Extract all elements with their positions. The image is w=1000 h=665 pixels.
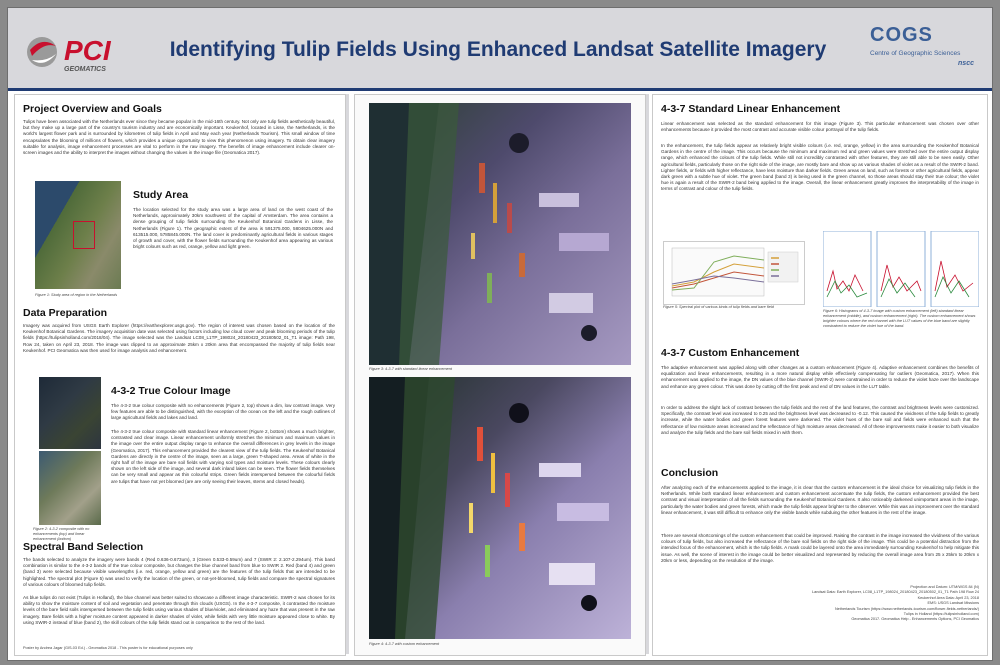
column-divider xyxy=(346,94,349,654)
svg-text:PCI: PCI xyxy=(64,35,111,66)
conclusion-heading: Conclusion xyxy=(661,467,719,479)
left-column xyxy=(14,94,346,656)
true-colour-linear-enhancement-image xyxy=(39,451,101,525)
study-area-text: The location selected for the study area was a large area of land on the west coast of the Netherlands, approximately 30km southwest of the capital of Amsterdam. The area contains a dense grouping of tulip fields surrounding the Keukenhof Botanical Gardens in Lisse, the Netherlands (Figure 1). The geographic extent of the area is 591375.000, 5804625.000N and 613515.000, 5785845.000N. The land cover is predominantly agricultural fields in various stages of growth and cover, with the flower fields surrounding the Keukenhof area appearing as various bright colours such as red, orange, yellow and light green. xyxy=(133,207,333,250)
spectral-band-text-2: As blue tulips do not exist (Tulips in Holland), the blue channel was better suited to showcase a different image characteristic. SWIR-2 was chosen for its ability to show the moisture content of soil and vegetation and penetrate through thin clouds (USGS). In the 4-3-7 composite, it contrasted the moisture levels of the bare field soils interspersed between the tulip fields using various shades of blue/violet, and eliminated any haze that was present in the raw imagery. Bare fields with a higher moisture content appeared in darker shades of violet, while fields with very little moisture appeared close to white. By using SWIR-2 instead of blue (band 2), the skill colours of the tulip fields stand out in comparison to the rest of the land. xyxy=(23,595,335,625)
cogs-logo xyxy=(870,24,980,80)
true-colour-heading: 4-3-2 True Colour Image xyxy=(111,385,231,397)
column-divider xyxy=(646,94,649,654)
true-colour-text-1: The 4-3-2 true colour composite with no enhancements (Figure 2, top) shows a dim, low contrast image. Very few features are able to be distinguished, with the exception of the ocean on the left and the rough outlines of large agricultural fields and lakes and land. xyxy=(111,403,335,421)
figure-5-caption: Figure 5: Spectral plot of various kinds of tulip fields and bare field xyxy=(663,305,774,309)
linear-enhancement-heading: 4-3-7 Standard Linear Enhancement xyxy=(661,103,841,115)
reference-item: Geomatica 2017. Geomatica Help - Enhancements Options, PCI Geomatics xyxy=(851,617,979,622)
figure-6-caption: Figure 6: Histograms of 4-3-7 image with custom enhancement (left) standard linear enhancement (middle), and custom enhancement (right). The custom enhancement shows brighter colours where the red channel with the LUT values of the blue band are slightly constrained to reduce the violet hue of the band. xyxy=(823,309,976,328)
spectral-band-heading: Spectral Band Selection xyxy=(23,541,144,553)
pci-geomatics-logo xyxy=(24,30,144,74)
poster-header xyxy=(8,8,992,91)
true-colour-text-2: The 4-3-2 true colour composite with standard linear enhancement (Figure 2, bottom) shows a much brighter, contrasted and clear image. Linear enhancement uniformly stretches the minimum and maximum values in the image over the entire output display range to enhance the overall differences in grey levels in the image (Geomatica, 2017). This enhancement provided the clearest view of the tulip fields. The Keukenhof Botanical Gardens are directly in the centre of the image, seen as a large, green T-shaped area. Areas of white in the right half of the image are bare soil fields with varying soil types and moisture levels. These colours clearly shown on the left side of the image, and several dark inland lakes can be seen. The flower fields themselves can be very small and appear as thin colourful strips. Green fields interspersed between the colourful fields are tulips that have not yet bloomed (are are only seeing their leaves, stems and closed heads). xyxy=(111,429,335,484)
cogs-logo-word: COGS xyxy=(870,24,933,46)
page-title: Identifying Tulip Fields Using Enhanced Landsat Satellite Imagery xyxy=(169,38,827,61)
figure-2-caption: Figure 2: 4-3-2 composite with no enhancements (top) and linear enhancement (bottom) xyxy=(33,527,90,541)
study-area-heading: Study Area xyxy=(133,189,189,201)
overview-text: Tulips have been associated with the Netherlands ever since they became popular in the mid-16th century. Not only are tulip fields aesthetically beautiful, but they make up a large part of the country's tourism industry and are economically important. Keukenhof, located in Lisse, the Netherlands, is the world's largest flower park and is surrounded by kilometres of tulip fields in April and May each year (Netherlands Tourism). This small window of time encapsulates the blooming of millions of flowers, which provides a unique opportunity to view this phenomenon using imagery. To obtain clear imagery suitable for analysis, image enhancement processes are vital to perform in the raw imagery. The benefits of image enhancement include clearer on-screen images and the ability to interpret the images without changing the values in the image file (Geomatica 2017). xyxy=(23,119,335,156)
true-colour-no-enhancement-image xyxy=(39,377,101,449)
data-preparation-heading: Data Preparation xyxy=(23,307,108,319)
poster-credit: Poster by Andrea Jagar (GIS-03 Ed.) - Geomatica 2018 - This poster is for educational purposes only xyxy=(23,646,193,650)
figure-3-caption: Figure 3: 4-3-7 with standard linear enhancement xyxy=(369,367,452,371)
reference-item: Netherlands Tourism (https://www.netherlands-tourism.com/flower-fields-netherlands/) xyxy=(834,606,979,611)
references-list xyxy=(779,585,979,623)
linear-enhancement-text-2: In the enhancement, the tulip fields appear as relatively bright visible colours (i.e. red, orange, yellow) in the area surrounding the Keukenhof Botanical Gardens in the centre of the image. This occurs because the minimum and maximum red and green values were stretched over the entire output display range, which enhanced the colours of the tulip fields. While still not incredibly contrasted with other features, they are still able to be seen easily. Other agricultural fields, particularly those on the right side of the image, are mostly bare and show up as various shades of violet as a result of the SWIR-2 band. Lighter fields, or fields with higher reflectance, have less moisture than darker fields. Green areas on land, such as forests or other agricultural fields, appear dark green with a subtle hue of violet. The green band (band 3) is being used in the green channel, so those areas should stay their true colour; the violet hue is again a result of the SWIR-2 band being applied to the image. Overall, the linear enhancement greatly improves the interpretability of the image in terms of contrast and colour of the tulip fields. xyxy=(661,143,979,192)
study-area-map xyxy=(35,181,121,289)
reference-item: Keukenhof Area Data: April 23, 2018 xyxy=(917,595,979,600)
histograms-figure xyxy=(823,231,979,307)
figure-1-caption: Figure 1: Study area of region in the Netherlands xyxy=(35,293,118,297)
figure-3-linear-enhancement-image xyxy=(369,103,631,365)
poster xyxy=(8,8,992,660)
custom-enhancement-text-1: The adaptive enhancement was applied along with other changes as a custom enhancement (Figure 4). Adaptive enhancement combines the benefits of equalization and linear enhancements, resulting in a more natural display while effectively compensating for outliers (Geomatica, 2017). When this enhancement was applied to the image, the DN values of the blue channel (SWIR-2) were constrained in order to reduce the violet haze over the landscape and enhance any green colour. This was done by cutting off the first peak and end of DN values in the LUT table. xyxy=(661,365,979,389)
cogs-logo-subtitle: Centre of Geographic Sciences xyxy=(870,50,961,57)
data-preparation-text: Imagery was acquired from USGS Earth Explorer (https://earthexplorer.usgs.gov). The region of interest was chosen based on the location of the Keukenhof Botanical Gardens. The imagery acquisition date was selected using factors including low cloud cover and peak blooming periods of the tulip fields (https://tulipsinholland.com/2018/04). The image selected was the Landsat LC08_L1TP_198024_20180423_20180502_01_T1 image: Path 198, Row 24, taken on April 23, 2018. The image was clipped to an approximate 25km x 20km area that encompassed the majority of tulip fields near Keukenhof. PCI Geomatica was then used for image analysis and enhancement. xyxy=(23,323,335,353)
svg-text:GEOMATICS: GEOMATICS xyxy=(64,66,106,73)
reference-item: Landsat Data: Earth Explorer, LC08_L1TP_198024_20180423_20180502_01_T1 Path 198 Row 24 xyxy=(812,590,979,595)
figure-4-caption: Figure 4: 4-3-7 with custom enhancement xyxy=(369,642,440,646)
custom-enhancement-text-2: In order to address the slight lack of contrast between the tulip fields and the rest of the land features, the contrast and brightness levels were customized. Specifically, the contrast level was increased to 0.25 and the brightness level was decreased to -0.12. This caused the vividness of the tulip fields to greatly increase, while the water bodies and green forest features were darkened. The violet hues of the bare soil and fields were enhanced such that the reflectance of low moisture areas increased and the reflectance of high moisture areas decreased. All of these improvements make it easier to both visualize and analyze the tulip fields and the bare soil fields mixed in with them. xyxy=(661,405,979,435)
figure-4-custom-enhancement-image xyxy=(369,377,631,639)
spectral-band-text-1: The bands selected to analyze the imagery were bands 4 (Red 0.636-0.673um), 3 (Green 0.533-0.59um) and 7 (SWIR 2: 2.107-2.294um). This band combination is similar to the 4-3-2 bands of the true colour composite, but changes the blue channel band from blue to SWIR 2. Red (band 4) and green (band 3) were selected because visible wavelengths (i.e. red, orange, yellow and green) are the features of the tulip fields that are intended to be highlighted. The spectral plot (Figure 5) was used to verify the location of the green, or not-yet-bloomed, tulip fields and compare the spectral signatures of various colours of bloomed tulip fields. xyxy=(23,557,335,587)
spectral-plot-figure xyxy=(663,241,805,305)
reference-item: Tulips in Holland (https://tulipsinholland.com) xyxy=(903,612,979,617)
reference-item: Projection and Datum: UTM/WGS 84 (N) xyxy=(910,585,979,589)
nscc-logo-word: nscc xyxy=(958,60,974,67)
overview-heading: Project Overview and Goals xyxy=(23,103,162,115)
right-column xyxy=(652,94,988,656)
center-column xyxy=(354,94,646,656)
reference-item: EMS: USGS Landsat Missions xyxy=(927,601,979,606)
linear-enhancement-text-1: Linear enhancement was selected as the standard enhancement for this image (Figure 3). This particular enhancement was chosen over other enhancements because it provided the most contrast and accurate visible colour portrayal of the tulip fields. xyxy=(661,121,979,133)
conclusion-text-2: There are several shortcomings of the custom enhancement that could be improved. Raising the contrast in the image increased the vividness of the various colours of tulip fields, but also increased the reflectance of the bare soil fields on the right side of the image. This could be a potential distraction from the intended focus of the enhancement, which is the tulip fields. A mask could be layered onto the area immediately surrounding Keukenhof to help mitigate this issue. As well, the scene of interest in the image could be better visualized and represented by reducing the overall image area from 25 x 25km to 20km x 20km or less, depending on the resolution of the image. xyxy=(661,533,979,563)
custom-enhancement-heading: 4-3-7 Custom Enhancement xyxy=(661,347,800,359)
conclusion-text-1: After analyzing each of the enhancements applied to the image, it is clear that the custom enhancement is the ideal choice for visualizing tulip fields in the Netherlands. While both standard linear enhancement and custom enhancement accentuate the tulip fields, the custom enhancement provided the best contrast and visual interpretation of all the fields surrounding the Keukenhof Botanical Gardens. It also noticeably darkened unimportant areas in the image, particularly the water bodies and green forests, which made the tulip fields appear brighter to the observer. While this was an improvement over the standard linear enhancement, it was still difficult to enhance only the visible bands while subduing the other features in the rest of the image. xyxy=(661,485,979,515)
